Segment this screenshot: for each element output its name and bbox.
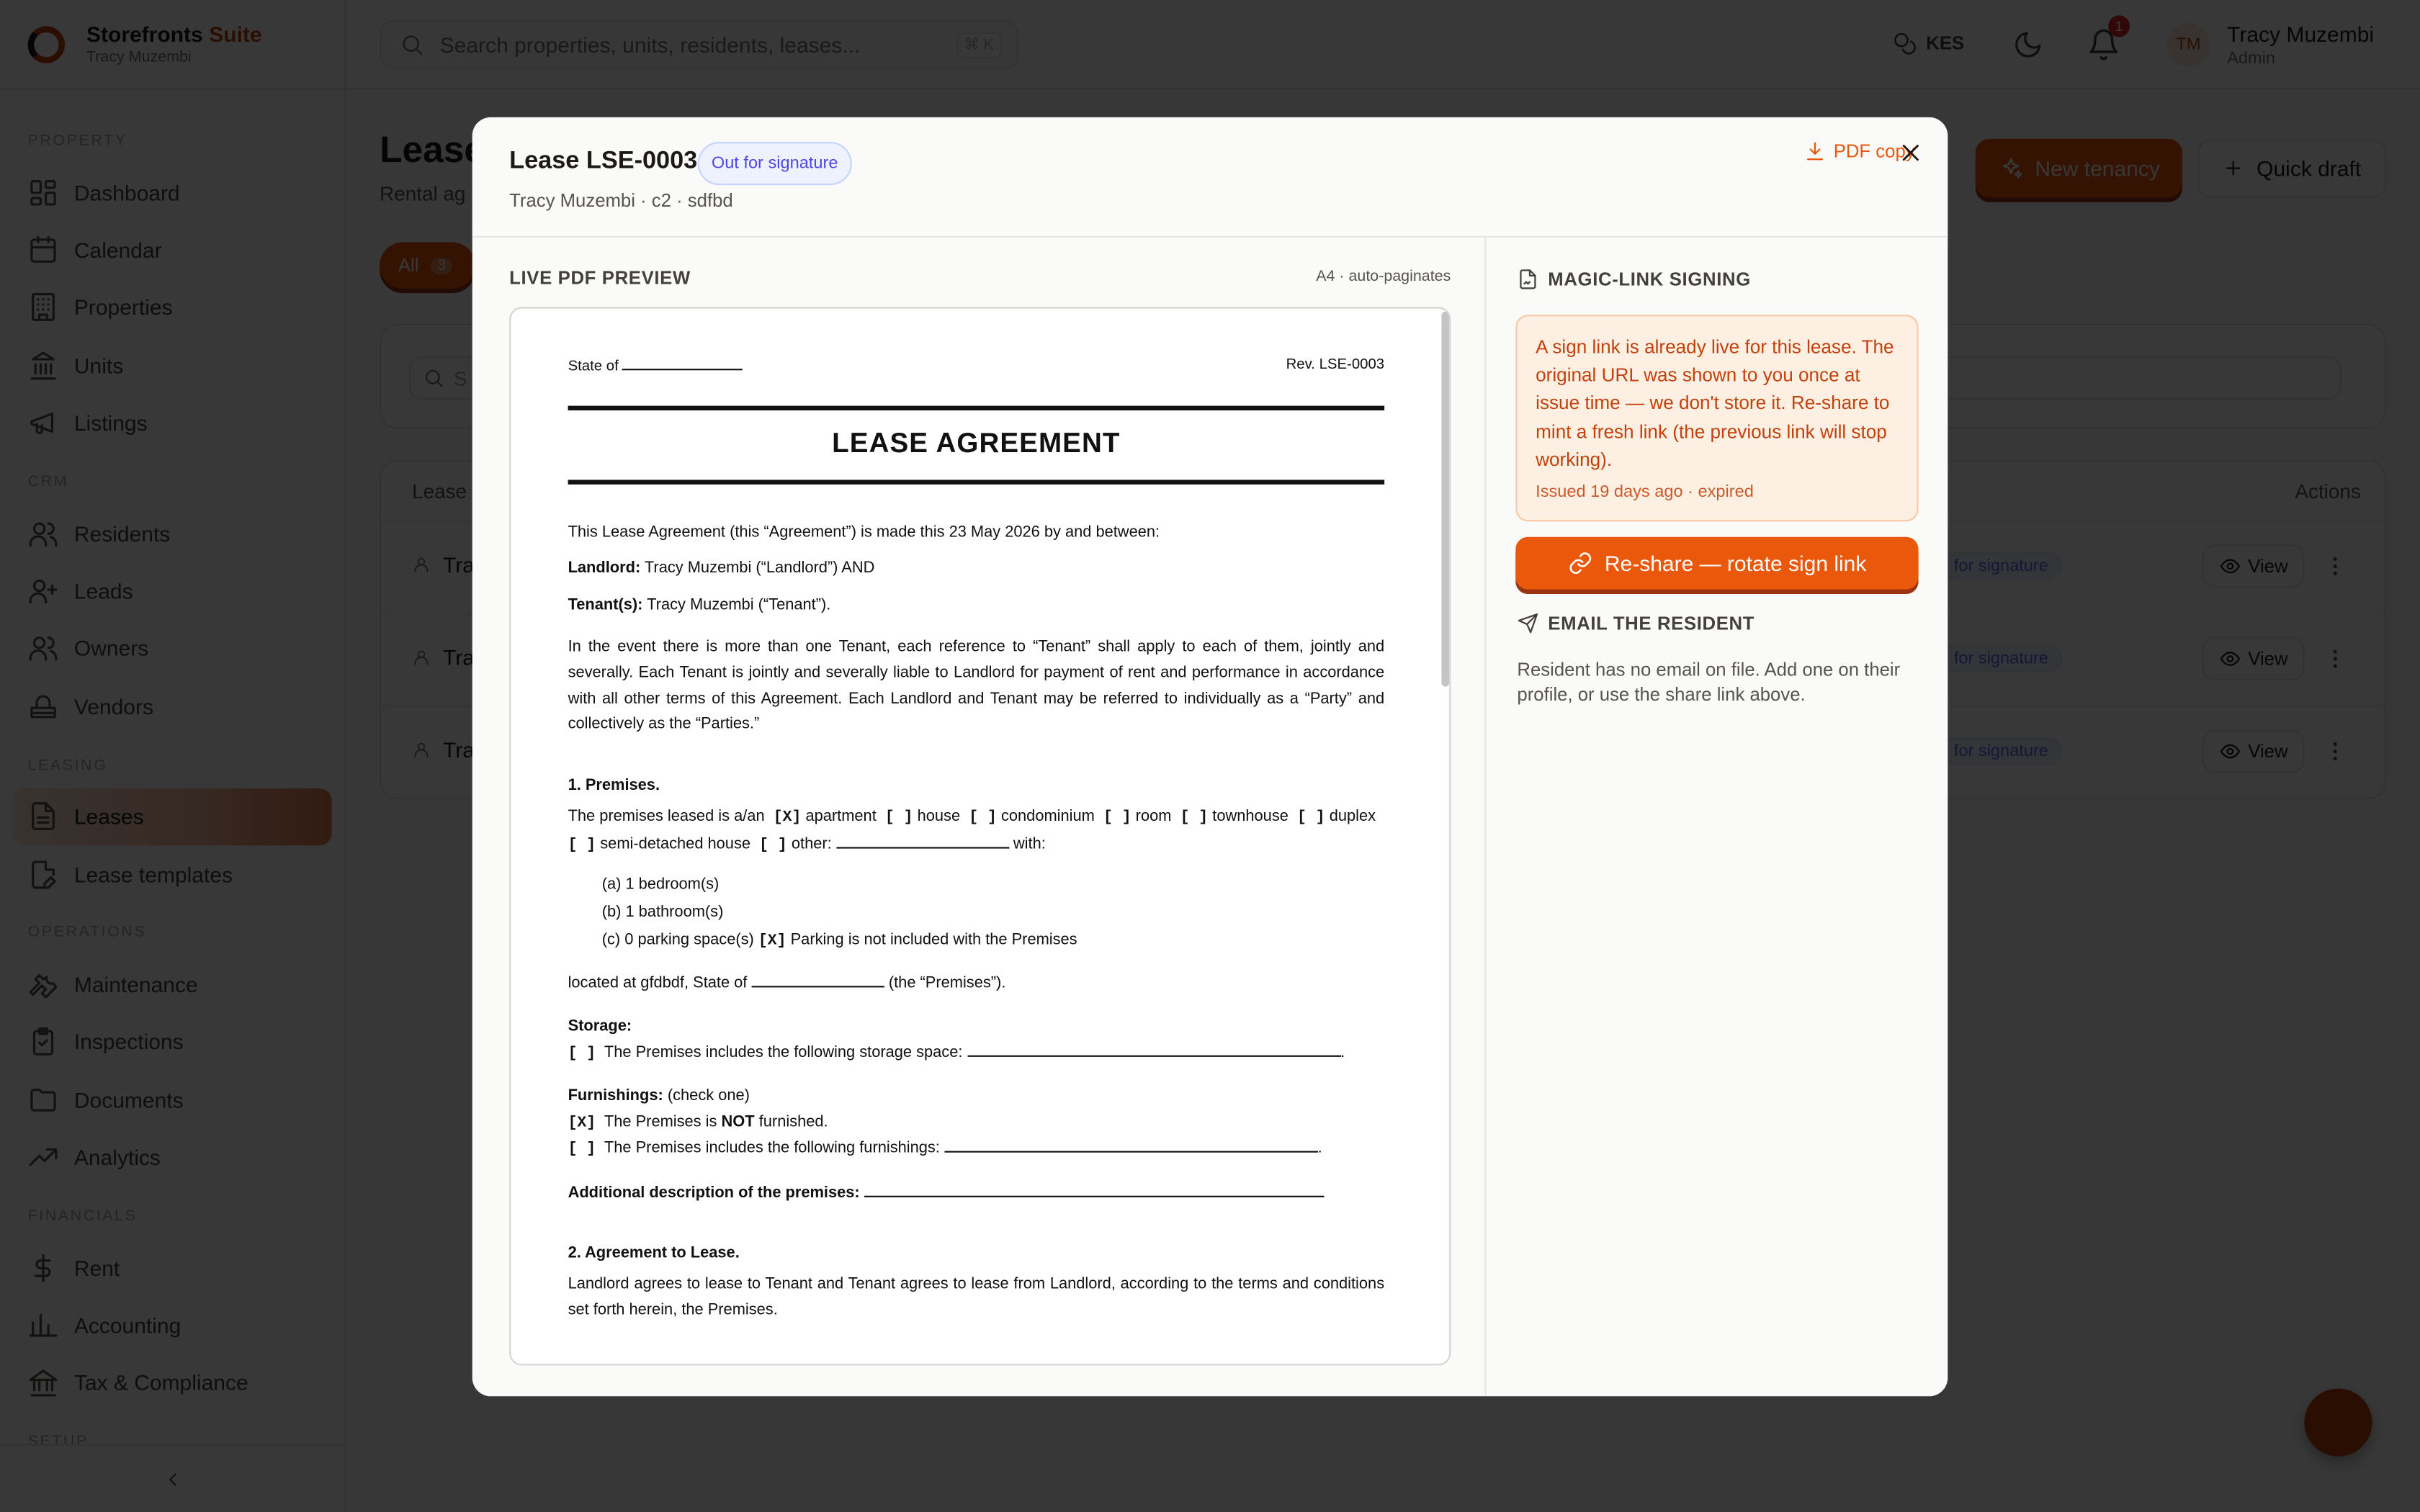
doc-section-premises: 1. Premises.	[568, 778, 660, 795]
doc-rule	[568, 480, 1385, 484]
doc-revision: Rev. LSE-0003	[1286, 356, 1385, 374]
doc-additional: Additional description of the premises:	[568, 1182, 1385, 1207]
sign-link-notice	[1515, 315, 1918, 521]
doc-bedrooms: (a) 1 bedroom(s)	[601, 876, 720, 894]
doc-intro: This Lease Agreement (this “Agreement”) is made this 23 May 2026 by and between:	[568, 524, 1160, 542]
pdf-preview-pane	[472, 238, 1485, 1396]
file-signature-icon	[1517, 269, 1538, 290]
preview-meta: A4 · auto-paginates	[1316, 268, 1451, 286]
send-icon	[1517, 613, 1538, 634]
doc-premises-type: The premises leased is a/an [X] apartment [ ] house [ ] condominium [ ] room [ ] townhouse [ ] duplex [ ] semi-detached house [ ] other: with:	[568, 808, 1376, 855]
notice-text: A sign link is already live for this lease. The original URL was shown to you once at issue time — we don't store it. Re-share to mint a fresh link (the previous link will stop working).	[1536, 336, 1894, 471]
reshare-button[interactable]: Re-share — rotate sign link	[1515, 537, 1918, 590]
doc-furnishings-label: Furnishings: (check one)	[568, 1087, 750, 1105]
lease-modal	[472, 117, 1948, 1396]
modal-title: Lease LSE-0003	[509, 148, 698, 175]
link-icon	[1567, 551, 1592, 575]
notice-issued: Issued 19 days ago · expired	[1536, 482, 1754, 502]
close-icon[interactable]	[1897, 139, 1925, 167]
pdf-page[interactable]	[509, 307, 1451, 1365]
doc-rule	[568, 406, 1385, 410]
doc-paragraph: In the event there is more than one Tenant, each reference to “Tenant” shall apply to each of them, jointly and severally. Each Tenant is jointly and severally liable to Landlord for payment of rent and performance in accordance with all other terms of this Agreement. Each Landlord and Tenant may be referred to individually as a “Party” and collectively as the “Parties.”	[568, 639, 1385, 734]
doc-section-agreement: 2. Agreement to Lease.	[568, 1245, 740, 1262]
email-text: Resident has no email on file. Add one on their profile, or use the share link above.	[1517, 659, 1901, 705]
doc-storage: [ ] The Premises includes the following storage space: .	[568, 1041, 1385, 1068]
doc-parking: (c) 0 parking space(s) [X] Parking is not included with the Premises	[601, 932, 1077, 950]
doc-tenant: Tenant(s): Tracy Muzembi (“Tenant”).	[568, 597, 831, 614]
doc-heading: LEASE AGREEMENT	[832, 427, 1121, 459]
signing-pane	[1484, 238, 1948, 1396]
doc-landlord: Landlord: Tracy Muzembi (“Landlord”) AND	[568, 559, 875, 577]
doc-furnishings-yes: [ ] The Premises includes the following furnishings: .	[568, 1137, 1385, 1164]
preview-scrollbar[interactable]	[1441, 312, 1449, 687]
doc-header-row: State of Rev. LSE-0003	[568, 356, 1385, 375]
status-badge: Out for signature	[698, 142, 852, 185]
preview-label: LIVE PDF PREVIEW	[509, 266, 691, 289]
doc-furnishings-not: [X] The Premises is NOT furnished.	[568, 1114, 828, 1133]
magic-link-heading: MAGIC-LINK SIGNING	[1517, 269, 1750, 290]
doc-storage-label: Storage:	[568, 1018, 632, 1035]
modal-subtitle: Tracy Muzembi · c2 · sdfbd	[509, 189, 733, 212]
email-heading: EMAIL THE RESIDENT	[1517, 613, 1754, 634]
pdf-copy-link[interactable]: PDF copy	[1804, 140, 1915, 162]
doc-location: located at gfdbdf, State of (the “Premises”).	[568, 972, 1385, 998]
modal-header	[472, 117, 1948, 238]
download-icon	[1804, 140, 1826, 162]
doc-bathrooms: (b) 1 bathroom(s)	[601, 904, 724, 922]
doc-agreement-text: Landlord agrees to lease to Tenant and Tenant agrees to lease from Landlord, according to the terms and conditions set forth herein, the Premises.	[568, 1276, 1385, 1319]
